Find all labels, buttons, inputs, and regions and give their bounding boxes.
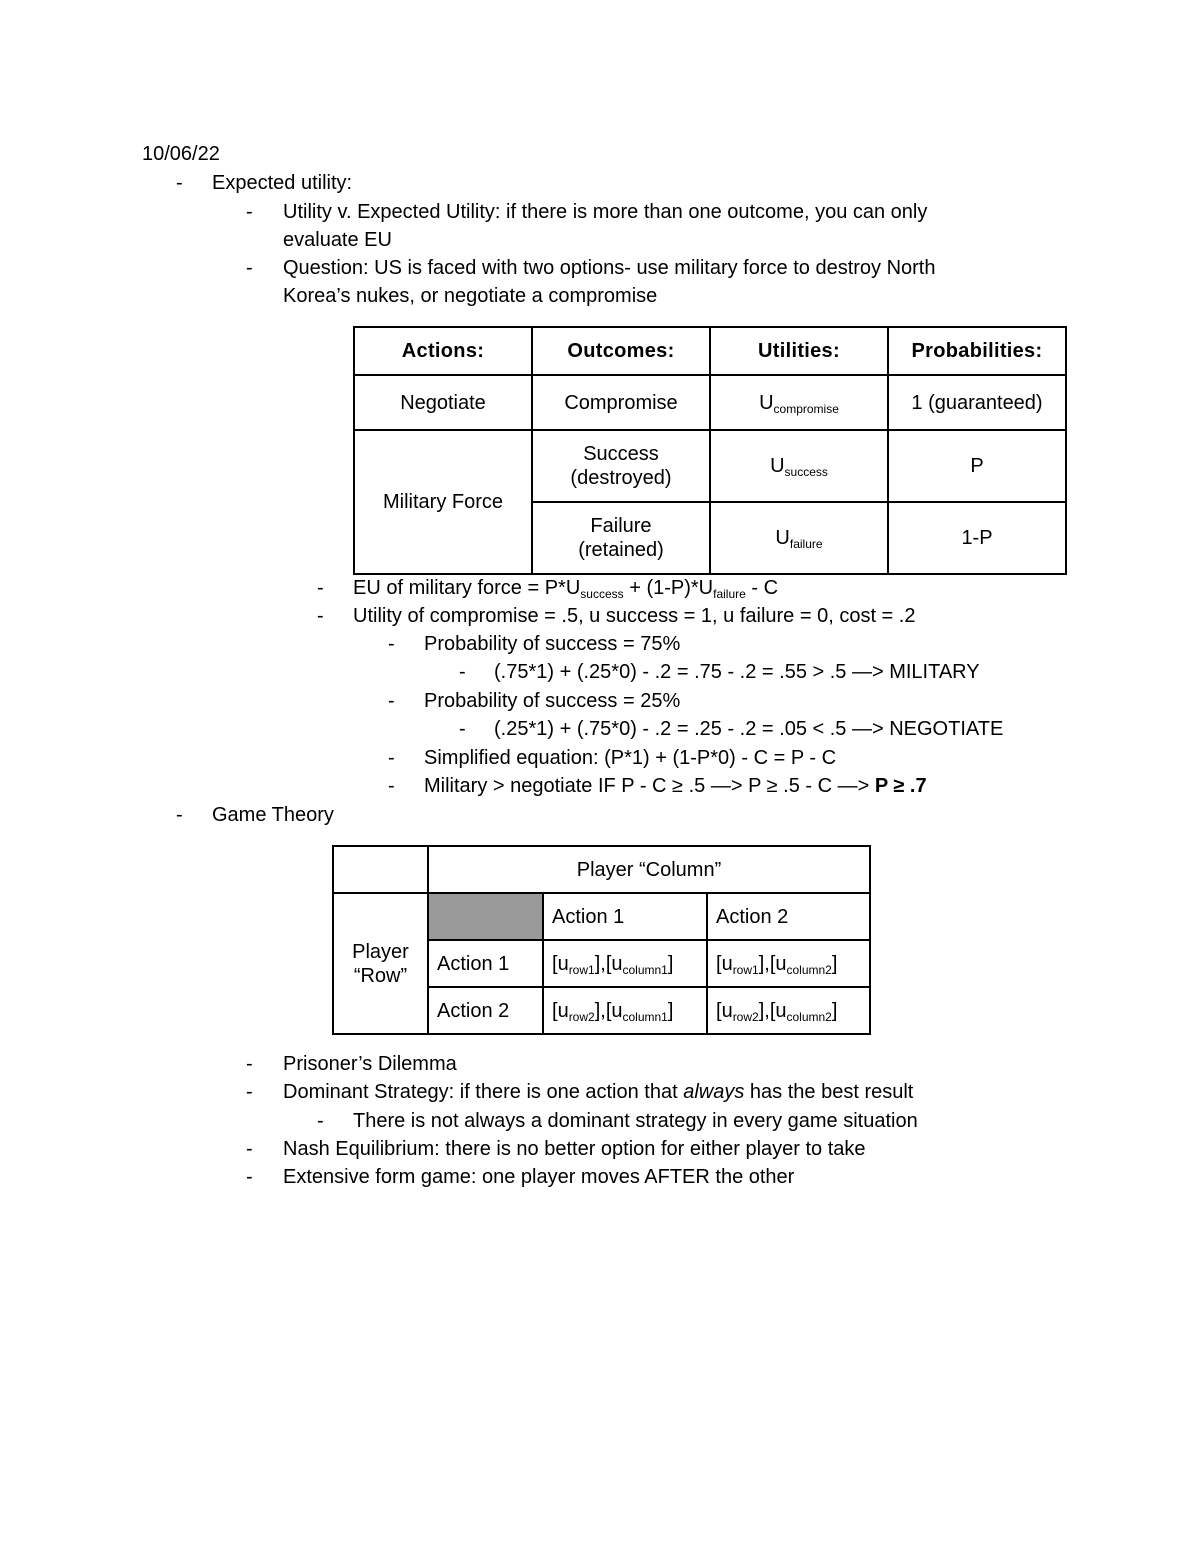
bullet-dash: - [388,747,395,769]
bullet-dash: - [459,661,466,683]
bullet-dash: - [246,201,253,223]
bullet-dash: - [176,172,183,194]
cell-utility-success: $U_{success}$ [710,430,888,502]
bullet-dash: - [246,1138,253,1160]
bullet-dash: - [176,804,183,826]
bullet-prisoners-dilemma: Prisoner’s Dilemma [283,1053,457,1075]
table-row [333,893,870,940]
bullet-military-if: Military > negotiate IF P - C ≥ .5 —> P ≥ .5 - C —> P ≥ .7 [424,775,927,797]
cell-action-negotiate: Negotiate [354,375,532,430]
bullet-utility-v-eu: Utility v. Expected Utility: if there is more than one outcome, you can only [283,201,928,223]
cell-outcome-success: Success (destroyed) [532,430,710,502]
bullet-utility-compromise: Utility of compromise = .5, u success = 1, u failure = 0, cost = .2 [353,605,916,627]
bullet-extensive-form: Extensive form game: one player moves AFTER the other [283,1166,795,1188]
bullet-prob-25: Probability of success = 25% [424,690,681,712]
payoff-cell: $[u_{row2}],[u_{column1}]$ [543,987,707,1034]
table-row [333,846,870,893]
bullet-prob-75: Probability of success = 75% [424,633,681,655]
header-utilities: Utilities: [710,327,888,375]
bullet-simplified: Simplified equation: (P*1) + (1-P*0) - C = P - C [424,747,837,769]
expected-utility-table [353,326,1067,575]
cell-prob-p: P [888,430,1066,502]
cell-prob-guaranteed: 1 (guaranteed) [888,375,1066,430]
cell-outcome-failure: Failure (retained) [532,502,710,574]
bullet-utility-v-eu-cont: evaluate EU [283,229,392,251]
bullet-dash: - [246,1166,253,1188]
cell-prob-1-minus-p: 1-P [888,502,1066,574]
column-action-1: Action 1 [543,893,707,940]
table-row [354,375,1066,430]
cell-outcome-compromise: Compromise [532,375,710,430]
bullet-question-cont: Korea’s nukes, or negotiate a compromise [283,285,658,307]
bullet-dash: - [459,718,466,740]
cell-utility-compromise: $U_{compromise}$ [710,375,888,430]
row-action-2: Action 2 [428,987,543,1034]
player-column-label: Player “Column” [428,846,870,893]
date-heading: 10/06/22 [142,143,220,165]
game-theory-table [332,845,871,1035]
table-header-row [354,327,1066,375]
bullet-eu-military: EU of military force = $P*U_{success} + (1-P)*U_{failure} - C$ [353,577,779,601]
table-row [354,430,1066,502]
column-action-2: Action 2 [707,893,870,940]
row-action-1: Action 1 [428,940,543,987]
bullet-game-theory: Game Theory [212,804,334,826]
empty-corner-cell [333,846,428,893]
bullet-expected-utility: Expected utility: [212,172,353,194]
bullet-dash: - [317,1110,324,1132]
bullet-nash-equilibrium: Nash Equilibrium: there is no better option for either player to take [283,1138,866,1160]
bullet-dash: - [388,690,395,712]
bullet-dash: - [246,1081,253,1103]
bullet-calc-25: (.25*1) + (.75*0) - .2 = .25 - .2 = .05 < .5 —> NEGOTIATE [494,718,1004,740]
bullet-dash: - [317,605,324,627]
payoff-cell: $[u_{row1}],[u_{column2}]$ [707,940,870,987]
header-outcomes: Outcomes: [532,327,710,375]
bullet-dash: - [388,633,395,655]
bullet-dash: - [246,257,253,279]
bullet-dash: - [317,577,324,599]
bullet-question: Question: US is faced with two options- use military force to destroy North [283,257,936,279]
shaded-cell [428,893,543,940]
bullet-calc-75: (.75*1) + (.25*0) - .2 = .75 - .2 = .55 > .5 —> MILITARY [494,661,980,683]
header-actions: Actions: [354,327,532,375]
payoff-cell: $[u_{row1}],[u_{column1}]$ [543,940,707,987]
cell-utility-failure: $U_{failure}$ [710,502,888,574]
cell-action-military-force: Military Force [354,430,532,574]
bullet-dash: - [388,775,395,797]
player-row-label: Player “Row” [333,893,428,1034]
header-probabilities: Probabilities: [888,327,1066,375]
bullet-dash: - [246,1053,253,1075]
bullet-not-always: There is not always a dominant strategy in every game situation [353,1110,918,1132]
payoff-cell: $[u_{row2}],[u_{column2}]$ [707,987,870,1034]
bullet-dominant-strategy: Dominant Strategy: if there is one action that always has the best result [283,1081,914,1103]
